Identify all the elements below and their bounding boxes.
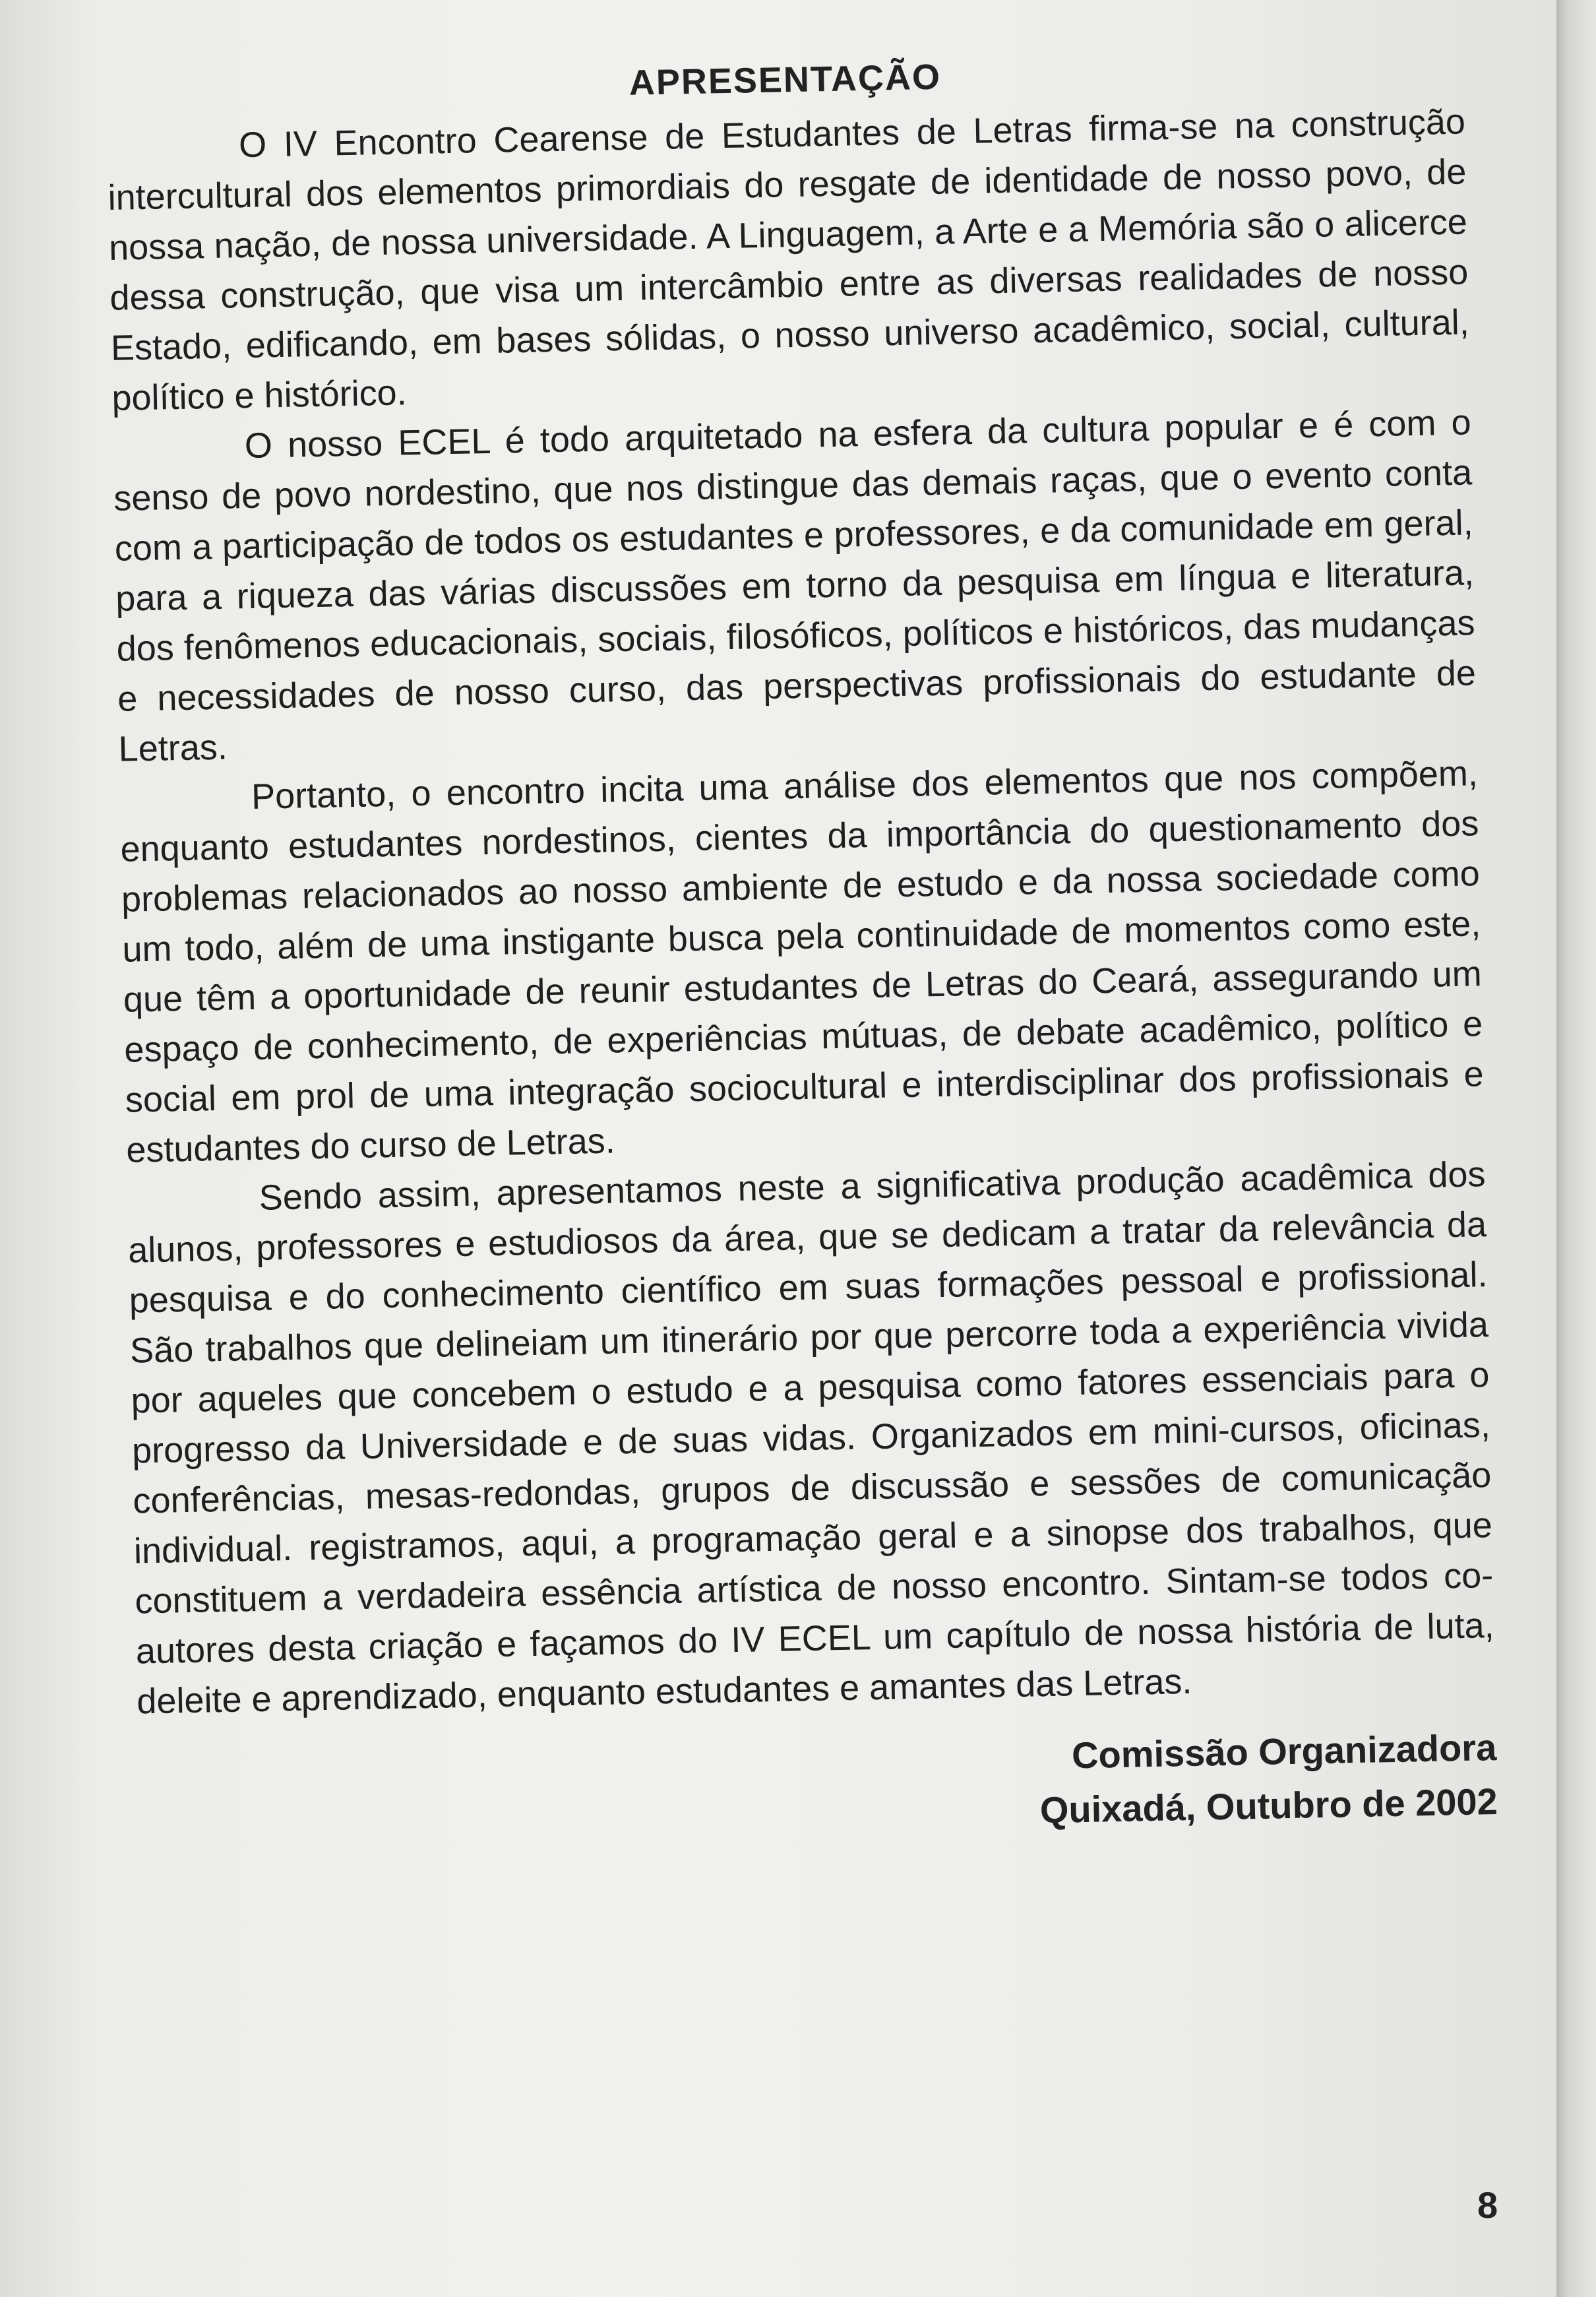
page-content — [106, 46, 1498, 1854]
signature-place-date: Quixadá, Outubro de 2002 — [1039, 1780, 1498, 1831]
page-title: APRESENTAÇÃO — [629, 57, 942, 103]
signature-organization: Comissão Organizadora — [1071, 1726, 1497, 1777]
paragraph-2: O nosso ECEL é todo arquitetado na esfera da cultura popular e é com o senso de povo nordestino, que nos distingue das demais raças, que o evento conta com a participação de todos os estudantes e professores, e da comunidade em geral, para a riqueza das várias discussões em torno da pesquisa em língua e literatura, dos fenômenos educacionais, sociais, filosóficos, políticos e históricos, das mudanças e necessidades de nosso curso, das perspectivas profissionais do estudante de Letras. — [113, 402, 1477, 769]
paragraph-1: O IV Encontro Cearense de Estudantes de Letras firma-se na construção intercultural dos elementos primordiais do resgate de identidade de nosso povo, de nossa nação, de nossa universidade. A Linguagem, a Arte e a Memória são o alicerce dessa construção, que visa um intercâmbio entre as diversas realidades de nosso Estado, edificando, em bases sólidas, o nosso universo acadêmico, social, cultural, político e histórico. — [107, 102, 1470, 418]
paragraph-3: Portanto, o encontro incita uma análise dos elementos que nos compõem, enquanto estudantes nordestinos, cientes da importância do questionamento dos problemas relacionados ao nosso ambiente de estudo e da nossa sociedade como um todo, além de uma instigante busca pela continuidade de momentos como este, que têm a oportunidade de reunir estudantes de Letras do Ceará, assegurando um espaço de conhecimento, de experiências mútuas, de debate acadêmico, político e social em prol de uma integração sociocultural e interdisciplinar dos profissionais e estudantes do curso de Letras. — [120, 753, 1485, 1170]
adjacent-page-edge — [1556, 0, 1596, 2297]
signature-block — [138, 1720, 1498, 1855]
paragraph-4: Sendo assim, apresentamos neste a significativa produção acadêmica dos alunos, professores e estudiosos da área, que se dedicam a tratar da relevância da pesquisa e do conhecimento científico em suas formações pessoal e profissional. São trabalhos que delineiam um itinerário por que percorre toda a experiência vivida por aqueles que concebem o estudo e a pesquisa como fatores essenciais para o progresso da Universidade e de suas vidas. Organizados em mini-cursos, oficinas, conferências, mesas-redondas, grupos de discussão e sessões de comunicação individual. registramos, aqui, a programação geral e a sinopse dos trabalhos, que constituem a verdadeira essência artística de nosso encontro. Sintam-se todos co-autores desta criação e façamos do IV ECEL um capítulo de nossa história de luta, deleite e aprendizado, enquanto estudantes e amantes das Letras. — [127, 1154, 1495, 1722]
page-number: 8 — [1477, 2184, 1498, 2226]
